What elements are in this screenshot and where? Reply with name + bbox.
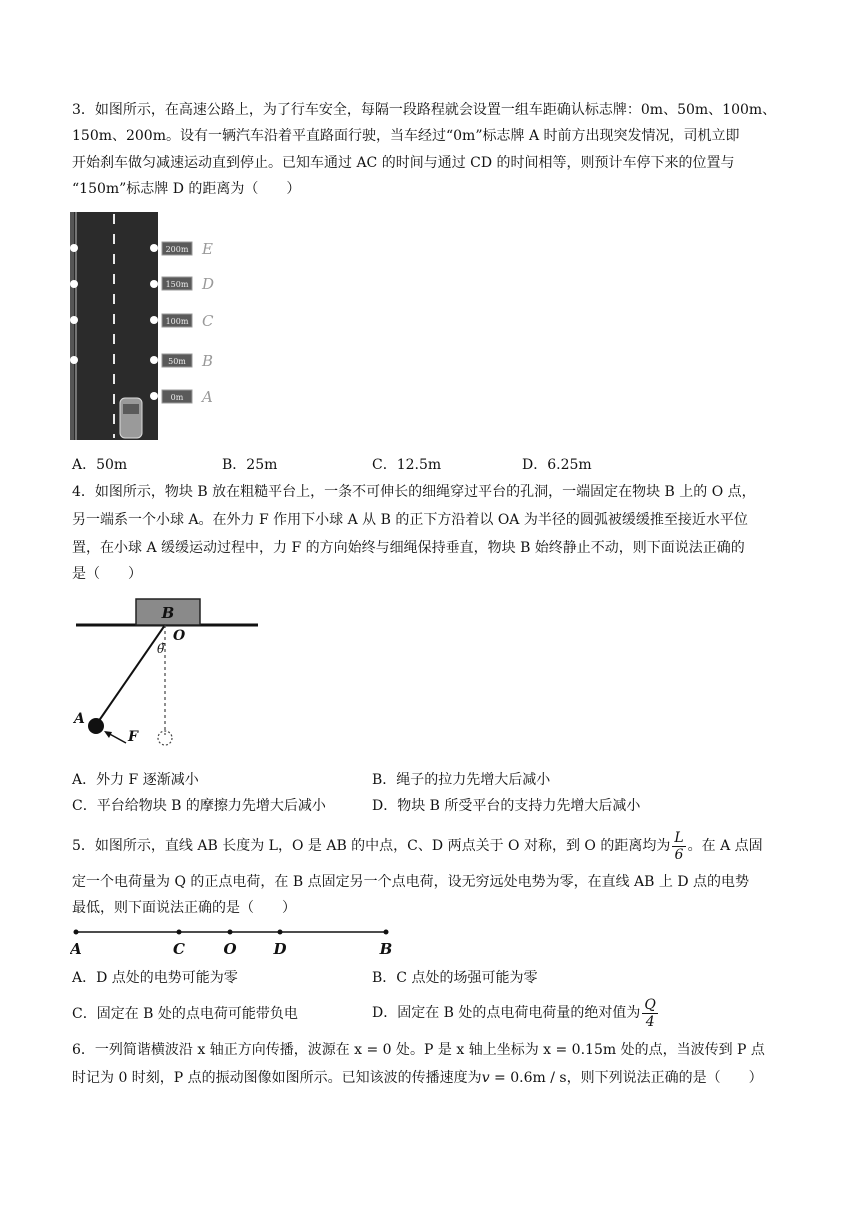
svg-text:O: O bbox=[173, 628, 186, 644]
q4-text-line4: 是（ ） bbox=[72, 566, 142, 582]
q5-text-line2: 定一个电荷量为 Q 的正点电荷，在 B 点固定另一个点电荷，设无穷远处电势为零，在直线 AB 上 D 点的电势 bbox=[72, 874, 749, 890]
svg-text:B: B bbox=[379, 940, 393, 958]
svg-text:C: C bbox=[202, 312, 214, 330]
svg-text:150m: 150m bbox=[165, 280, 189, 289]
svg-text:θ: θ bbox=[157, 642, 165, 656]
svg-text:B: B bbox=[202, 352, 214, 370]
q3-sign-c bbox=[162, 312, 214, 330]
q3-option-d[interactable]: D．6.25m bbox=[522, 457, 592, 473]
q3-sign-d bbox=[162, 275, 214, 293]
q3-sign-a bbox=[162, 388, 213, 406]
q3-option-b[interactable]: B．25m bbox=[222, 457, 278, 473]
q3-text-line3: 开始刹车做匀减速运动直到停止。已知车通过 AC 的时间与通过 CD 的时间相等，则预计车停下来的位置与 bbox=[72, 155, 735, 171]
q3-road-figure bbox=[70, 212, 230, 440]
q3-option-a[interactable]: A．50m bbox=[72, 457, 128, 473]
svg-text:D: D bbox=[202, 275, 215, 293]
q5-option-b[interactable]: B．C 点处的场强可能为零 bbox=[372, 970, 538, 986]
q6-text-line2 bbox=[72, 1064, 802, 1092]
q5-fraction-q-over-4 bbox=[642, 997, 657, 1030]
q3-sign-b bbox=[162, 352, 213, 370]
q5-line1-part1: 5．如图所示，直线 AB 长度为 L，O 是 AB 的中点，C、D 两点关于 O 对称，到 O 的距离均为 bbox=[72, 838, 671, 854]
svg-text:D: D bbox=[273, 940, 287, 958]
q5-option-d-text: D．固定在 B 处的点电荷电荷量的绝对值为 bbox=[372, 1005, 641, 1021]
q4-option-a[interactable]: A．外力 F 逐渐减小 bbox=[72, 772, 199, 788]
q4-option-d[interactable]: D．物块 B 所受平台的支持力先增大后减小 bbox=[372, 798, 641, 814]
svg-text:A: A bbox=[202, 388, 213, 406]
q4-text-line3: 置，在小球 A 缓缓运动过程中，力 F 的方向始终与细绳保持垂直，物块 B 始终静止不动，则下面说法正确的 bbox=[72, 540, 745, 556]
q6-velocity-symbol: v bbox=[481, 1070, 490, 1086]
q5-optd-denominator: 4 bbox=[645, 1013, 655, 1030]
q5-option-a[interactable]: A．D 点处的电势可能为零 bbox=[72, 970, 238, 986]
svg-text:C: C bbox=[173, 940, 185, 958]
q6-text-line1: 6．一列简谐横波沿 x 轴正方向传播，波源在 x = 0 处。P 是 x 轴上坐标为 x = 0.15m 处的点，当波传到 P 点 bbox=[72, 1042, 765, 1058]
q5-text-line3: 最低，则下面说法正确的是（ ） bbox=[72, 900, 296, 916]
q4-text-line1: 4．如图所示，物块 B 放在粗糙平台上，一条不可伸长的细绳穿过平台的孔洞，一端固定在物块 B 上的 O 点， bbox=[72, 484, 756, 500]
svg-text:E: E bbox=[202, 240, 213, 258]
q3-sign-e bbox=[162, 240, 213, 258]
q5-frac-numerator: L bbox=[674, 829, 684, 846]
q3-text-line1: 3．如图所示，在高速公路上，为了行车安全，每隔一段路程就会设置一组车距确认标志牌：0m、50m、100m、 bbox=[72, 102, 777, 118]
svg-text:0m: 0m bbox=[170, 393, 184, 402]
q3-option-c[interactable]: C．12.5m bbox=[372, 457, 442, 473]
svg-text:200m: 200m bbox=[165, 245, 189, 254]
q5-line1-part2: 。在 A 点固 bbox=[687, 838, 763, 854]
q4-text-line2: 另一端系一个小球 A。在外力 F 作用下小球 A 从 B 的正下方沿着以 OA 为半径的圆弧被缓缓推至接近水平位 bbox=[72, 512, 748, 528]
q4-option-b[interactable]: B．绳子的拉力先增大后减小 bbox=[372, 772, 551, 788]
q5-fraction-l-over-6 bbox=[672, 830, 685, 863]
svg-text:O: O bbox=[223, 940, 237, 958]
q5-option-c[interactable]: C．固定在 B 处的点电荷可能带负电 bbox=[72, 1006, 298, 1022]
q3-text-line4: “150m”标志牌 D 的距离为（ ） bbox=[72, 181, 301, 197]
svg-text:A: A bbox=[70, 940, 82, 958]
q5-option-d[interactable] bbox=[372, 994, 660, 1032]
q3-text-line2: 150m、200m。设有一辆汽车沿着平直路面行驶，当车经过“0m”标志牌 A 时前方出现突发情况，司机立即 bbox=[72, 128, 740, 144]
q6-line2-part1: 时记为 0 时刻，P 点的振动图像如图所示。已知该波的传播速度为 bbox=[72, 1070, 482, 1086]
svg-text:B: B bbox=[161, 604, 175, 622]
svg-text:A: A bbox=[74, 711, 85, 727]
svg-text:50m: 50m bbox=[168, 357, 186, 366]
q5-optd-numerator: Q bbox=[644, 996, 656, 1013]
q5-text-line1 bbox=[72, 828, 802, 864]
q4-option-c[interactable]: C．平台给物块 B 的摩擦力先增大后减小 bbox=[72, 798, 326, 814]
q5-line-figure bbox=[70, 924, 400, 960]
svg-text:100m: 100m bbox=[165, 317, 189, 326]
q5-frac-denominator: 6 bbox=[674, 846, 684, 863]
q6-line2-part2: = 0.6m / s，则下列说法正确的是（ ） bbox=[489, 1070, 763, 1086]
svg-text:F: F bbox=[128, 729, 138, 745]
q4-pendulum-figure bbox=[70, 595, 270, 755]
